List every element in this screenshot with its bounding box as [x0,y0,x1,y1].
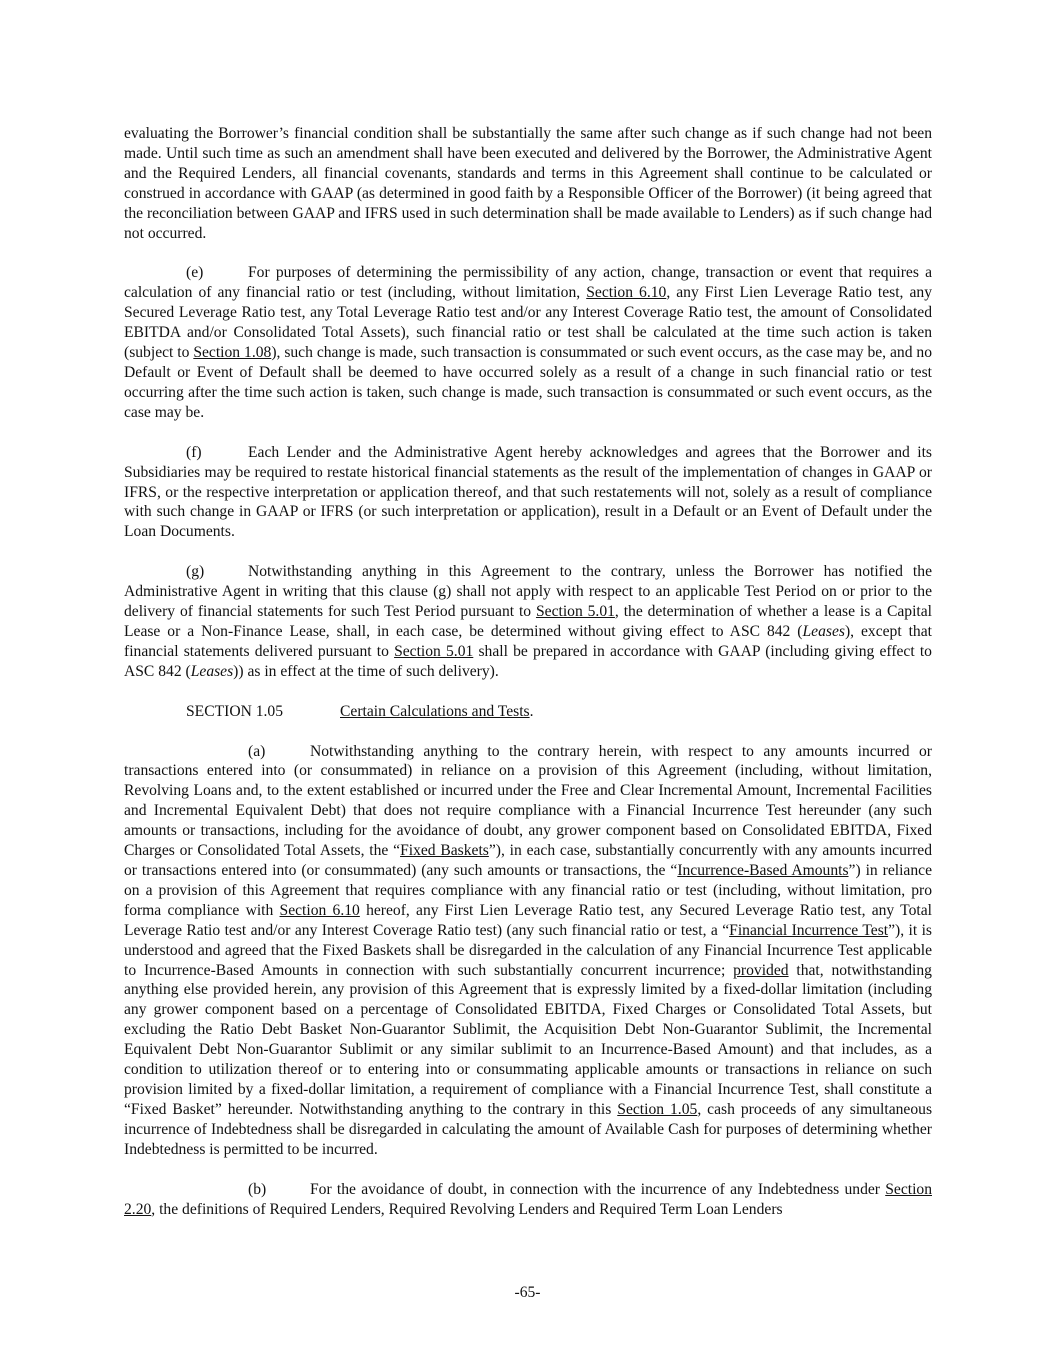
section-link[interactable]: Section 5.01 [535,603,615,621]
section-link[interactable]: Section 6.10 [586,284,667,302]
text: For the avoidance of doubt, in connection with the incurrence of any Indebtedness under [310,1180,886,1198]
proviso-term: provided [733,961,789,979]
text: For purposes of determining the permissibility of any action, change, transaction or event that requires a calculation of any financial ratio or test (including, without limitation, [124,264,932,302]
clause-label-b: (b) [248,1180,267,1198]
section-number: SECTION 1.05 [186,702,284,720]
text: )) as in effect at the time of such delivery). [233,662,499,680]
paragraph-e [124,263,932,422]
paragraph-b [124,1180,932,1220]
section-heading [186,702,932,722]
paragraph-f [124,443,932,543]
italic-term: Leases [802,622,845,640]
defined-term: Fixed Baskets [400,842,489,860]
defined-term: Incurrence-Based Amounts [677,862,849,879]
section-title-end: . [529,702,534,720]
text: Notwithstanding anything in this Agreement to the contrary, unless the Borrower has notified the Administrative Agent in writing that this clause ( [124,563,932,601]
clause-label-g: (g) [186,563,205,581]
section-link[interactable]: Section 5.01 [394,642,474,660]
text: that, notwithstanding anything else provided herein, any provision of this Agreement that is expressly limited by a fixed-dollar limitation (including any grower component based on a percentage of Consolidated EBITDA, Fixed Charges or Consolidated Total Assets, but excluding the Ratio Debt Basket Non-Guarantor Sublimit, the Acquisition Debt Non-Guarantor Sublimit, the Incremental Equivalent Debt Non-Guarantor Sublimit or any similar sublimit to an Incurrence-Based Amount) and that includes, as a condition to utilization thereof or to entering into or consummating applicable amounts or transactions in reliance on such provision limited by a fixed-dollar limitation, a requirement of compliance with a Financial Incurrence Test, shall constitute a “Fixed Basket” hereunder. Notwithstanding anything to the contrary in this [124,961,932,1118]
section-link[interactable]: Section 2.20 [124,1180,932,1218]
text: , cash proceeds of any simultaneous incurrence of Indebtedness shall be disregarded in calculating the amount of Available Cash for purposes of determining whether Indebtedness is permitted to be incurred. [124,1100,933,1158]
text: hereof, any First Lien Leverage Ratio test, any Secured Leverage Ratio test, any Total Leverage Ratio test and/or any Interest Coverage Ratio test) (any such financial ratio or test, a “ [124,901,932,939]
text: , the determination of whether a lease is a Capital Lease or a Non-Finance Lease, shall, in each case, be determined without giving effect to ASC 842 ( [124,603,932,640]
clause-label-f: (f) [186,443,202,461]
section-title: Certain Calculations and Tests [340,702,530,720]
text: ”) in reliance on a provision of this Agreement that requires compliance with any financial ratio or test (including, without limitation, pro forma compliance with [124,862,932,919]
paragraph-intro: evaluating the Borrower’s financial condition shall be substantially the same after such change as if such change had not been made. Until such time as such an amendment shall have been executed and delivered by the Borrower, the Administrative Agent and the Required Lenders, all financial covenants, standards and terms in this Agreement shall continue to be calculated or construed in accordance with GAAP (as determined in good faith by a Responsible Officer of the Borrower) (it being agreed that the reconciliation between GAAP and IFRS used in such determination shall be made available to Lenders) as if such change had not occurred. [124,125,932,242]
text: ”), in each case, substantially concurrently with any amounts incurred or transactions entered into (or consummated) (any such amounts or transactions, the “ [124,842,932,879]
text: ), except that financial statements delivered pursuant to [124,622,932,660]
text: Notwithstanding anything to the contrary herein, with respect to any amounts incurred or transactions entered into (or consummated) in reliance on a provision of this Agreement (including, without limitation, Revolving Loans and, to the extent established or incurred under the Free and Clear Incremental Amount, Incremental Facilities and Incremental Equivalent Debt) that does not require compliance with a Financial Incurrence Test hereunder (any such amounts or transactions, including for the avoidance of doubt, any grower component based on Consolidated EBITDA, Fixed Charges or Consolidated Total Assets, the “ [124,742,932,860]
clause-label-a: (a) [248,742,266,760]
text: shall be prepared in accordance with GAAP (including giving effect to ASC 842 ( [124,642,932,680]
text: ”), it is understood and agreed that the Fixed Baskets shall be disregarded in the calculation of any Financial Incurrence Test applicable to Incurrence-Based Amounts in connection with such substantially concurrent incurrence; [124,921,932,979]
paragraph-a [124,742,932,1160]
section-link[interactable]: Section 1.08 [193,344,272,362]
text: , any First Lien Leverage Ratio test, any Secured Leverage Ratio test, any Total Leverage Ratio test and/or any Interest Coverage Ratio test, the amount of Consolidated EBITDA and/or Consolidated Total Assets), such financial ratio or test shall be calculated at the time such action is taken (subject to [124,284,933,362]
text: Each Lender and the Administrative Agent hereby acknowledges and agrees that the Borrower and its Subsidiaries may be required to restate historical financial statements as the result of the implementation of changes in GAAP or IFRS, or the respective interpretation or application thereof, and that such restatements will not, solely as a result of compliance with such change in GAAP or IFRS (or such interpretation or application), result in a Default or an Event of Default under the Loan Documents. [124,443,932,541]
clause-label-e: (e) [186,264,204,282]
document-page [124,124,932,1239]
text: , the definitions of Required Lenders, Required Revolving Lenders and Required Term Loan Lenders [151,1200,783,1218]
section-link[interactable]: Section 1.05 [617,1100,698,1118]
italic-term: Leases [190,662,234,680]
page-number: -65- [514,1284,541,1301]
text: ) shall not apply with respect to an applicable Test Period on or prior to the delivery of financial statements for such Test Period pursuant to [124,583,932,621]
text: ), such change is made, such transaction is consummated or such event occurs, as the case may be, and no Default or Event of Default shall be deemed to have occurred solely as a result of a change in such financial ratio or test occurring after the time such action is taken, such change is made, such transaction is consummated or such event occurs, as the case may be. [124,344,932,421]
clause-reference: g [438,583,447,601]
defined-term: Financial Incurrence Test [729,921,889,939]
paragraph-g [124,562,932,681]
section-link[interactable]: Section 6.10 [279,901,360,919]
